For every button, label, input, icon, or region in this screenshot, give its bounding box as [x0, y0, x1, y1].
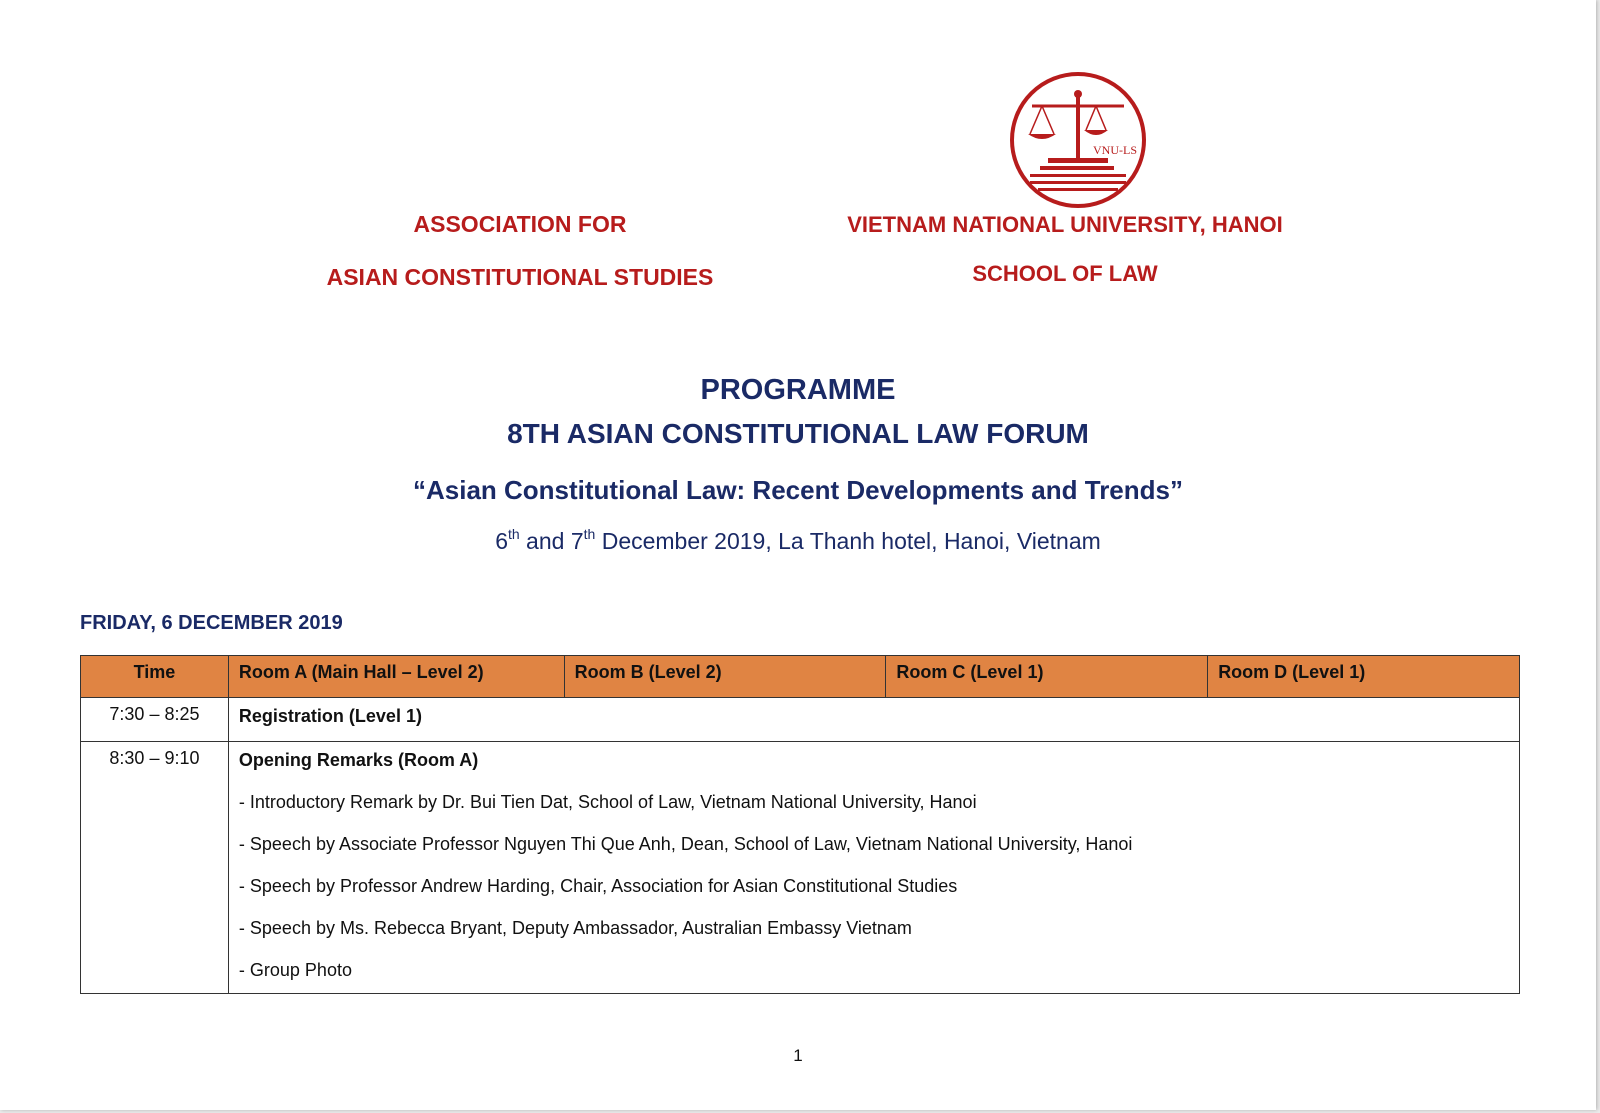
school-name: SCHOOL OF LAW [972, 261, 1158, 286]
vnu-ls-logo [1008, 70, 1148, 210]
forum-theme: “Asian Constitutional Law: Recent Developments and Trends” [412, 475, 1183, 505]
association-line1: ASSOCIATION FOR [413, 211, 627, 237]
table-row [81, 698, 1520, 742]
association-line2: ASIAN CONSTITUTIONAL STUDIES [326, 264, 714, 290]
list-item: - Speech by Associate Professor Nguyen Thi Que Anh, Dean, School of Law, Vietnam National University, Hanoi [238, 834, 1133, 854]
column-header-room-d: Room D (Level 1) [1208, 656, 1520, 698]
row-time: 8:30 – 9:10 [81, 742, 229, 994]
row-content [228, 698, 1519, 742]
list-item: - Speech by Professor Andrew Harding, Chair, Association for Asian Constitutional Studies [238, 876, 958, 896]
list-item: - Group Photo [238, 960, 352, 980]
day-heading: FRIDAY, 6 DECEMBER 2019 [80, 612, 343, 634]
forum-dates [0, 528, 1596, 555]
programme-title: PROGRAMME [700, 374, 896, 406]
row-time: 7:30 – 8:25 [81, 698, 229, 742]
forum-title: 8TH ASIAN CONSTITUTIONAL LAW FORUM [507, 418, 1089, 449]
session-title: Registration (Level 1) [238, 706, 422, 726]
page-number: 1 [793, 1046, 803, 1065]
column-header-room-b: Room B (Level 2) [564, 656, 886, 698]
schedule-table [80, 655, 1520, 994]
date-and: and 7 [519, 528, 584, 554]
university-name: VIETNAM NATIONAL UNIVERSITY, HANOI [847, 212, 1283, 237]
session-items [239, 790, 1509, 982]
date-sup2: th [583, 526, 596, 542]
session-title: Opening Remarks (Room A) [238, 750, 479, 770]
date-rest: December 2019, La Thanh hotel, Hanoi, Vietnam [595, 528, 1101, 554]
row-content [228, 742, 1519, 994]
column-header-room-c: Room C (Level 1) [886, 656, 1208, 698]
column-header-time: Time [81, 656, 229, 698]
column-header-room-a: Room A (Main Hall – Level 2) [228, 656, 564, 698]
list-item: - Introductory Remark by Dr. Bui Tien Dat, School of Law, Vietnam National University, Hanoi [238, 792, 977, 812]
date-day1: 6 [495, 528, 508, 554]
list-item: - Speech by Ms. Rebecca Bryant, Deputy Ambassador, Australian Embassy Vietnam [238, 918, 912, 938]
logo-text: VNU-LS [1093, 143, 1137, 157]
date-sup1: th [507, 526, 520, 542]
table-row [81, 742, 1520, 994]
table-header-row [81, 656, 1520, 698]
